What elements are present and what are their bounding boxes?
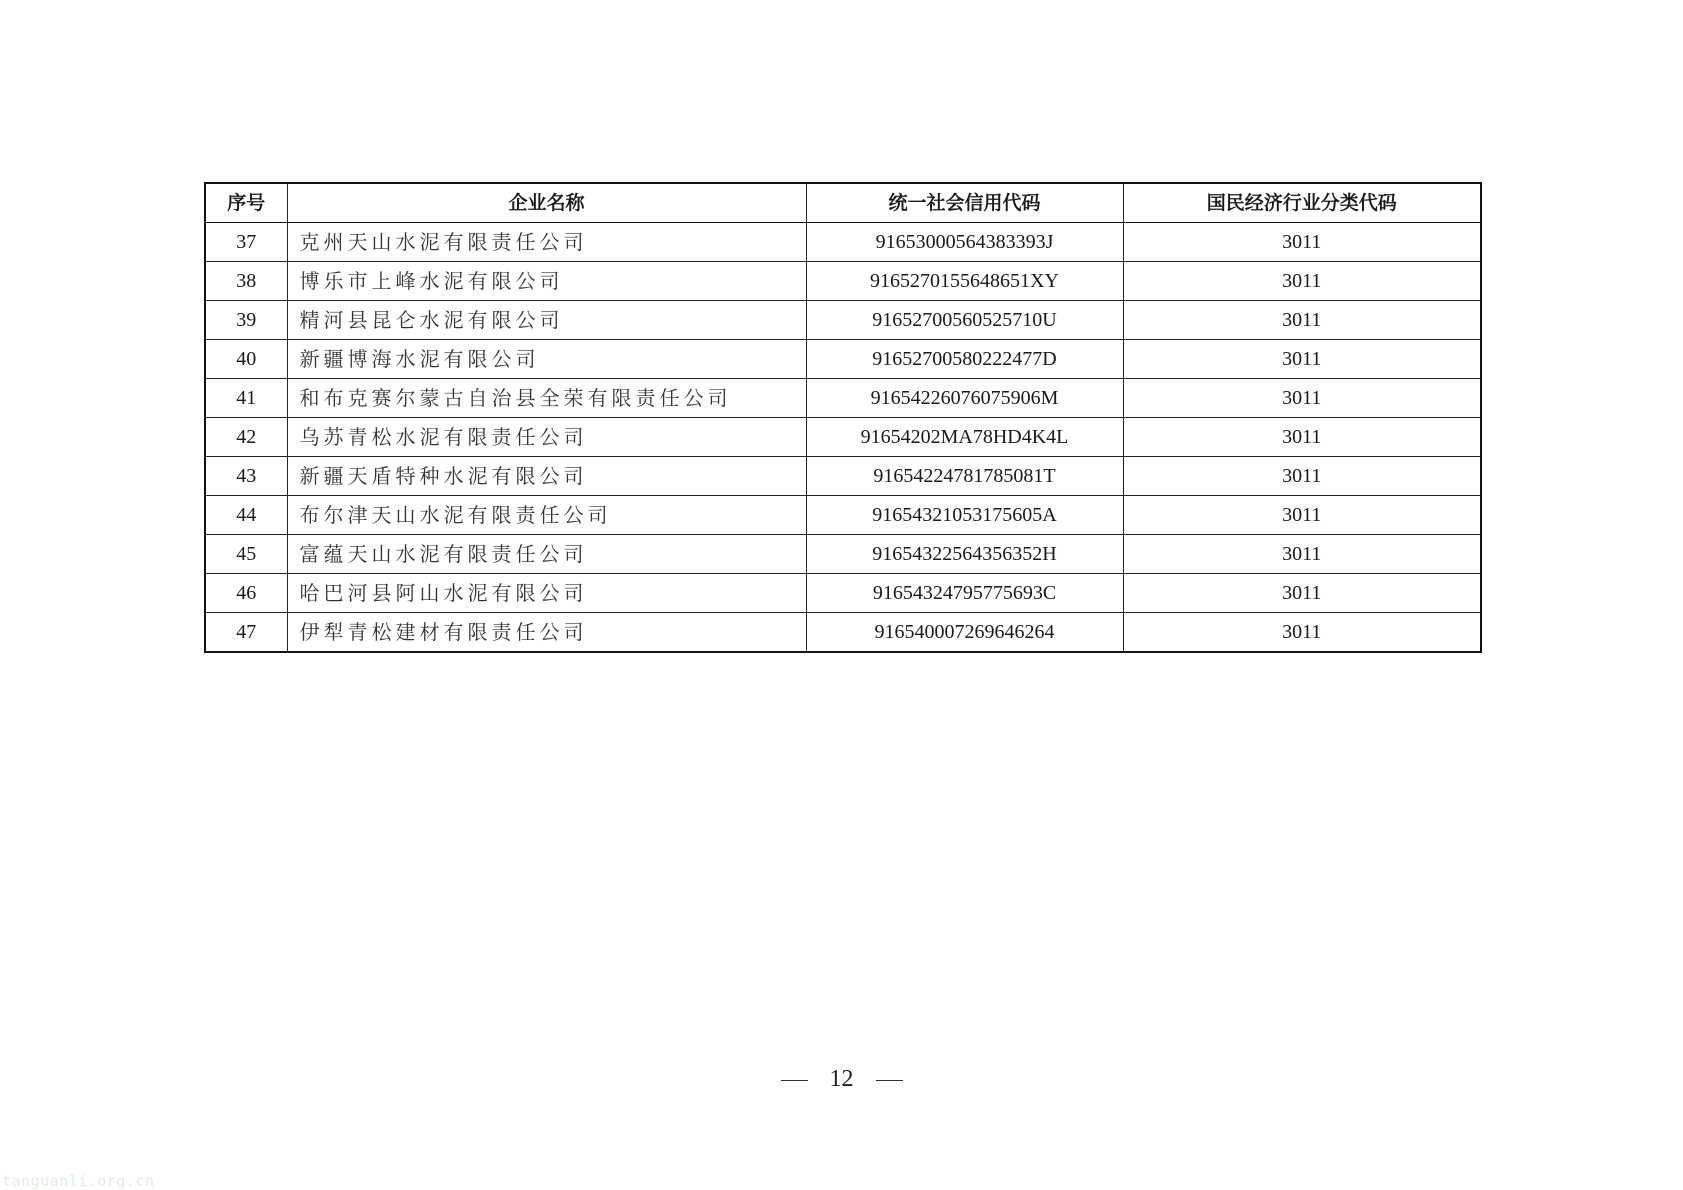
cell-enterprise-name: 乌苏青松水泥有限责任公司 [287, 418, 806, 457]
cell-serial-number: 43 [205, 457, 287, 496]
cell-serial-number: 44 [205, 496, 287, 535]
cell-credit-code: 916540007269646264 [806, 613, 1123, 653]
cell-enterprise-name: 布尔津天山水泥有限责任公司 [287, 496, 806, 535]
table-row [205, 379, 1481, 418]
cell-industry-code: 3011 [1123, 340, 1481, 379]
cell-enterprise-name: 精河县昆仑水泥有限公司 [287, 301, 806, 340]
watermark-text: tanguanli.org.cn [2, 1172, 155, 1190]
cell-serial-number: 39 [205, 301, 287, 340]
table-row [205, 535, 1481, 574]
cell-serial-number: 37 [205, 223, 287, 262]
table-row [205, 574, 1481, 613]
page-number-footer [0, 1066, 1683, 1093]
cell-industry-code: 3011 [1123, 574, 1481, 613]
enterprise-table-container [204, 182, 1480, 653]
table-row [205, 223, 1481, 262]
cell-serial-number: 41 [205, 379, 287, 418]
enterprise-table [204, 182, 1482, 653]
table-row [205, 262, 1481, 301]
table-row [205, 613, 1481, 653]
page-number-dash-right [876, 1080, 903, 1082]
cell-enterprise-name: 新疆天盾特种水泥有限公司 [287, 457, 806, 496]
cell-industry-code: 3011 [1123, 418, 1481, 457]
cell-credit-code: 91654202MA78HD4K4L [806, 418, 1123, 457]
cell-industry-code: 3011 [1123, 496, 1481, 535]
cell-serial-number: 40 [205, 340, 287, 379]
table-row [205, 418, 1481, 457]
page-number-dash-left [781, 1080, 808, 1082]
cell-serial-number: 46 [205, 574, 287, 613]
table-row [205, 301, 1481, 340]
table-row [205, 340, 1481, 379]
cell-credit-code: 91654321053175605A [806, 496, 1123, 535]
header-credit-code: 统一社会信用代码 [806, 183, 1123, 223]
cell-industry-code: 3011 [1123, 457, 1481, 496]
table-row [205, 496, 1481, 535]
table-row [205, 457, 1481, 496]
table-header-row [205, 183, 1481, 223]
cell-serial-number: 47 [205, 613, 287, 653]
cell-enterprise-name: 和布克赛尔蒙古自治县全荣有限责任公司 [287, 379, 806, 418]
cell-industry-code: 3011 [1123, 379, 1481, 418]
cell-industry-code: 3011 [1123, 613, 1481, 653]
header-industry-code: 国民经济行业分类代码 [1123, 183, 1481, 223]
page-number: 12 [829, 1066, 854, 1092]
cell-credit-code: 91653000564383393J [806, 223, 1123, 262]
cell-serial-number: 42 [205, 418, 287, 457]
cell-enterprise-name: 新疆博海水泥有限公司 [287, 340, 806, 379]
cell-credit-code: 91654324795775693C [806, 574, 1123, 613]
cell-enterprise-name: 伊犁青松建材有限责任公司 [287, 613, 806, 653]
cell-industry-code: 3011 [1123, 535, 1481, 574]
header-enterprise-name: 企业名称 [287, 183, 806, 223]
cell-serial-number: 45 [205, 535, 287, 574]
cell-credit-code: 91654226076075906M [806, 379, 1123, 418]
cell-credit-code: 91652700580222477D [806, 340, 1123, 379]
cell-enterprise-name: 哈巴河县阿山水泥有限公司 [287, 574, 806, 613]
cell-serial-number: 38 [205, 262, 287, 301]
cell-enterprise-name: 克州天山水泥有限责任公司 [287, 223, 806, 262]
cell-enterprise-name: 富蕴天山水泥有限责任公司 [287, 535, 806, 574]
cell-industry-code: 3011 [1123, 223, 1481, 262]
header-serial-number: 序号 [205, 183, 287, 223]
cell-credit-code: 91654322564356352H [806, 535, 1123, 574]
cell-industry-code: 3011 [1123, 301, 1481, 340]
cell-credit-code: 9165270155648651XY [806, 262, 1123, 301]
cell-credit-code: 91652700560525710U [806, 301, 1123, 340]
cell-credit-code: 91654224781785081T [806, 457, 1123, 496]
cell-enterprise-name: 博乐市上峰水泥有限公司 [287, 262, 806, 301]
cell-industry-code: 3011 [1123, 262, 1481, 301]
